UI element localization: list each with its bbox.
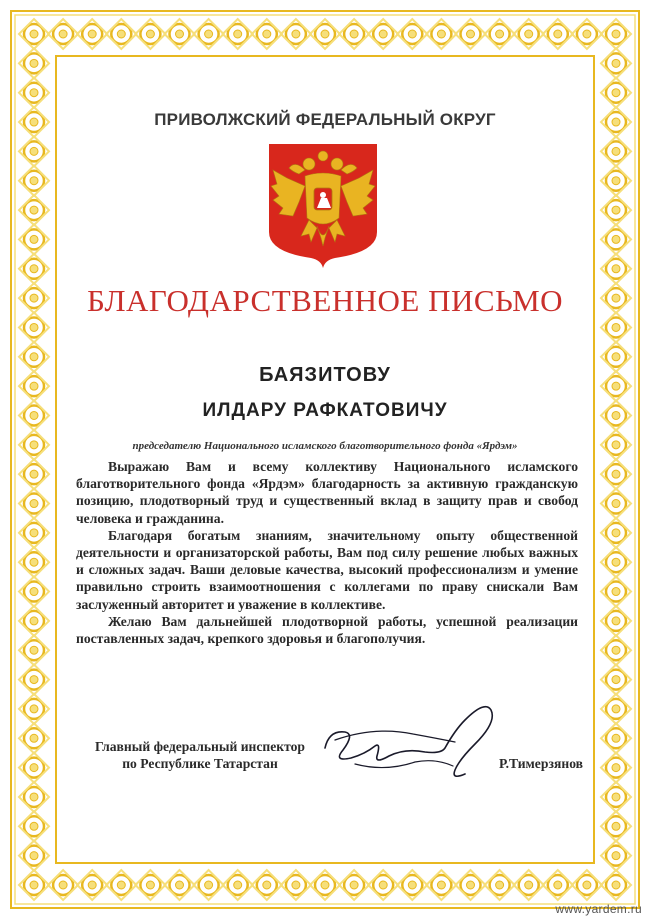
letter-content bbox=[70, 70, 583, 850]
signer-title bbox=[70, 738, 330, 772]
coat-of-arms-icon bbox=[265, 140, 381, 270]
document-title: БЛАГОДАРСТВЕННОЕ ПИСЬМО bbox=[86, 283, 564, 318]
recipient-position: председателю Национального исламского благотворительного фонда «Ярдэм» bbox=[132, 440, 518, 452]
signer-title-line: Главный федеральный инспектор bbox=[95, 739, 305, 754]
recipient-name: ИЛДАРУ РАФКАТОВИЧУ bbox=[202, 400, 448, 421]
letter-body bbox=[76, 458, 578, 647]
body-paragraph: Выражаю Вам и всему коллективу Национального исламского благотворительного фонда «Ярдэм» благодарность за активную гражданскую позицию, плодотворный труд и существенный вклад в защиту прав и свобод человека и гражданина. bbox=[76, 459, 578, 526]
signer-title-line: по Республике Татарстан bbox=[122, 756, 278, 771]
body-paragraph: Благодаря богатым знаниям, значительному опыту общественной деятельности и организаторской работы, Вам под силу решение любых важных и сложных задач. Ваши деловые качества, высокий профессионализм и умение правильно строить взаимоотношения с коллегами по праву снискали Вам заслуженный авторитет и уважение в коллективе. bbox=[76, 527, 578, 612]
watermark: www.yardem.ru bbox=[555, 902, 642, 916]
signer-name: Р.Тимерзянов bbox=[498, 756, 583, 771]
recipient-surname: БАЯЗИТОВУ bbox=[259, 364, 391, 386]
signature-mark bbox=[315, 700, 505, 790]
body-paragraph: Желаю Вам дальнейшей плодотворной работы, успешной реализации поставленных задач, крепкого здоровья и благополучия. bbox=[76, 613, 578, 647]
region-heading: ПРИВОЛЖСКИЙ ФЕДЕРАЛЬНЫЙ ОКРУГ bbox=[154, 110, 496, 129]
